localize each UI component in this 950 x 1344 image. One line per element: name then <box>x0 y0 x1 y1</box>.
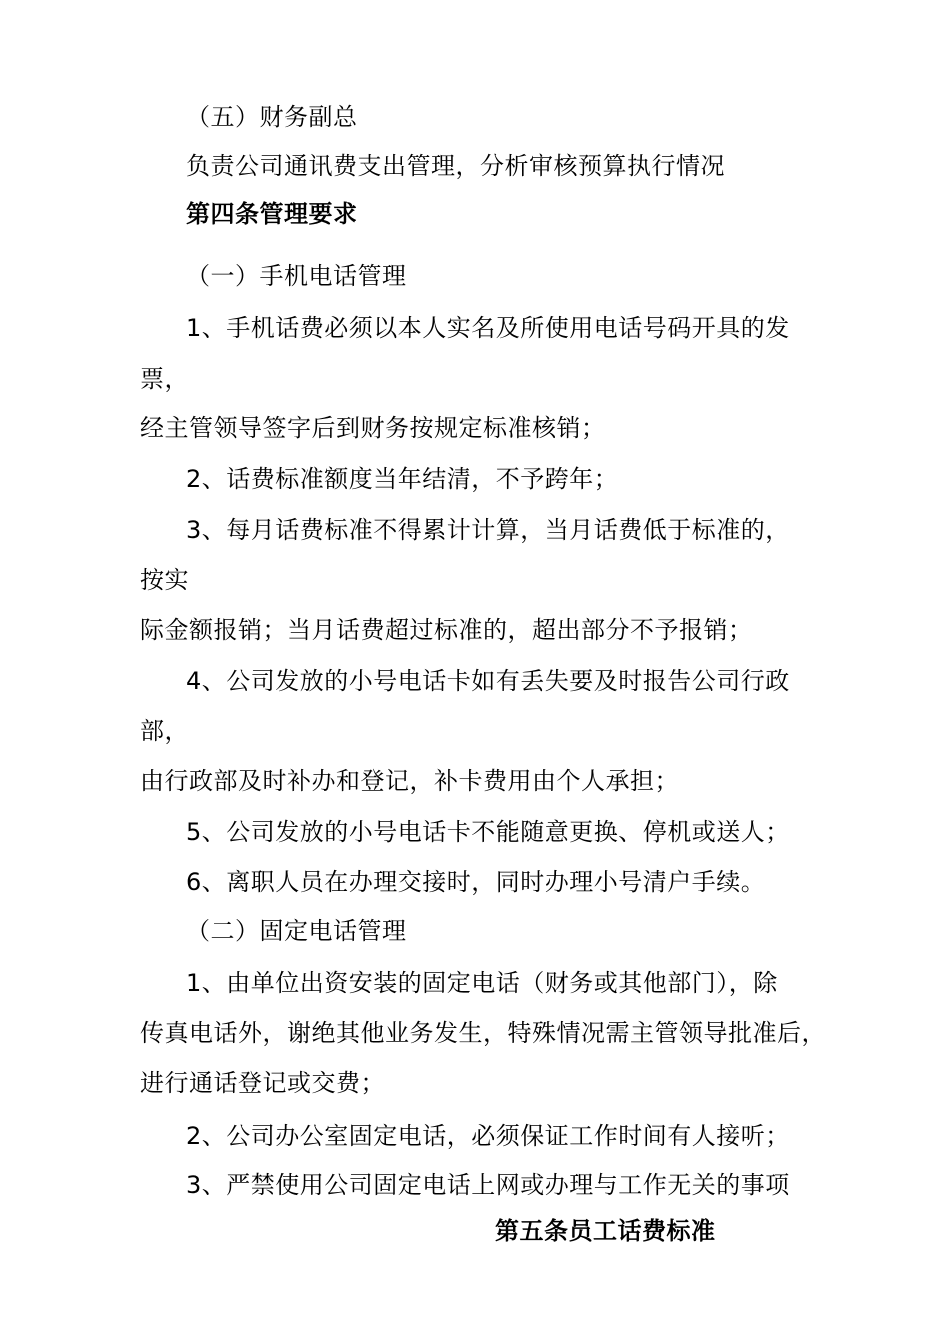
paragraph-landline-item-1-line-3: 进行通话登记或交费； <box>140 1069 385 1097</box>
paragraph-landline-item-3: 3、严禁使用公司固定电话上网或办理与工作无关的事项 <box>186 1171 790 1199</box>
subsection-heading-finance-vp: （五）财务副总 <box>186 103 358 131</box>
paragraph-landline-item-1-line-2: 传真电话外，谢绝其他业务发生，特殊情况需主管领导批准后， <box>140 1019 826 1047</box>
paragraph-item-6: 6、离职人员在办理交接时，同时办理小号清户手续。 <box>186 868 766 896</box>
subsection-heading-mobile: （一）手机电话管理 <box>186 262 407 290</box>
paragraph-landline-item-1-line-1: 1、由单位出资安装的固定电话（财务或其他部门），除 <box>186 969 778 997</box>
paragraph-item-4-line-2: 部， <box>140 717 189 745</box>
paragraph-item-3-line-1: 3、每月话费标准不得累计计算，当月话费低于标准的， <box>186 516 790 544</box>
paragraph-item-3-line-2: 按实 <box>140 566 189 594</box>
article-heading-5: 第五条员工话费标准 <box>495 1217 716 1245</box>
paragraph-item-2: 2、话费标准额度当年结清，不予跨年； <box>186 465 619 493</box>
paragraph-item-4-line-1: 4、公司发放的小号电话卡如有丢失要及时报告公司行政 <box>186 667 790 695</box>
paragraph-item-1-line-1: 1、手机话费必须以本人实名及所使用电话号码开具的发 <box>186 314 790 342</box>
paragraph-item-1-line-2: 票， <box>140 365 189 393</box>
paragraph-item-3-line-3: 际金额报销；当月话费超过标准的，超出部分不予报销； <box>140 616 753 644</box>
paragraph-item-4-line-3: 由行政部及时补办和登记，补卡费用由个人承担； <box>140 767 679 795</box>
paragraph-landline-item-2: 2、公司办公室固定电话，必须保证工作时间有人接听； <box>186 1122 790 1150</box>
article-heading-4: 第四条管理要求 <box>186 200 358 228</box>
paragraph-item-1-line-3: 经主管领导签字后到财务按规定标准核销； <box>140 414 606 442</box>
paragraph-finance-vp-duty: 负责公司通讯费支出管理，分析审核预算执行情况 <box>186 152 725 180</box>
subsection-heading-landline: （二）固定电话管理 <box>186 917 407 945</box>
paragraph-item-5: 5、公司发放的小号电话卡不能随意更换、停机或送人； <box>186 818 790 846</box>
